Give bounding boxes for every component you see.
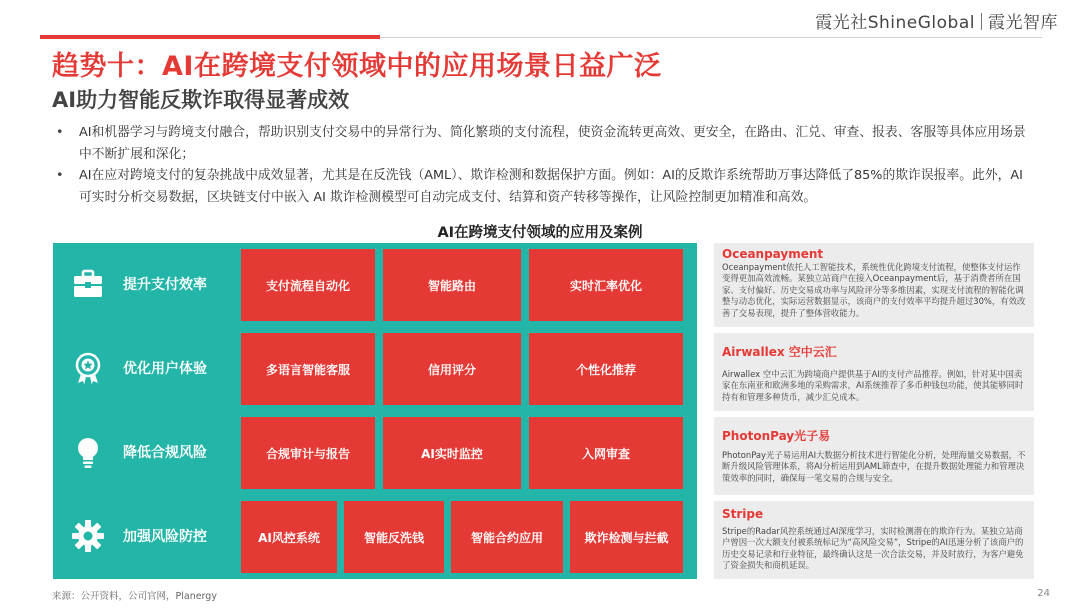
scenario-chip: 多语言智能客服 <box>241 333 375 405</box>
scenario-chip: 合规审计与报告 <box>241 417 375 489</box>
gear-icon <box>71 519 105 553</box>
brand-shineglobal: 霞光社ShineGlobal <box>815 13 975 33</box>
case-box-airwallex <box>714 333 1034 411</box>
scenario-chip: AI风控系统 <box>241 501 337 573</box>
scenario-row-compliance <box>53 411 697 495</box>
scenario-row-risk-control <box>53 495 697 579</box>
case-title: PhotonPay光子易 <box>722 429 831 443</box>
scenario-chip: 智能路由 <box>383 249 521 321</box>
scenario-label: 降低合规风险 <box>123 445 207 461</box>
page-subtitle: AI助力智能反欺诈取得显著成效 <box>52 88 350 112</box>
page-number: 24 <box>1037 588 1050 599</box>
brand-think-tank: 霞光智库 <box>988 13 1058 33</box>
title-accent-line <box>40 35 380 39</box>
case-box-photonpay <box>714 417 1034 495</box>
case-title: Oceanpayment <box>722 247 824 261</box>
case-text: Oceanpayment依托人工智能技术，系统性优化跨境支付流程，使整体支付运作变得更加高效流畅。某独立站商户在接入Oceanpayment后，基于消费者所在国家、支付偏好、历史交易成功率与风险评分等多维因素，实现支付流程的智能化调整与动态优化，实际运营数据显示，该商户的支付效率平均提升超过30%，有效改善了交易表现，提升了整体营收能力。 <box>722 262 1026 318</box>
case-box-stripe <box>714 501 1034 579</box>
lightbulb-icon <box>71 435 105 469</box>
scenario-label: 优化用户体验 <box>123 361 207 377</box>
page-title: 趋势十：AI在跨境支付领域中的应用场景日益广泛 <box>52 51 662 82</box>
scenario-chip: 信用评分 <box>383 333 521 405</box>
award-badge-icon <box>71 351 105 385</box>
scenario-chip: 欺诈检测与拦截 <box>570 501 683 573</box>
briefcase-icon <box>71 267 105 301</box>
scenario-label: 提升支付效率 <box>123 277 207 293</box>
diagram-title: AI在跨境支付领域的应用及案例 <box>437 225 643 241</box>
scenario-chip: 个性化推荐 <box>529 333 683 405</box>
brand-header <box>815 8 1058 33</box>
brand-divider <box>981 13 982 30</box>
scenario-chip: 智能反洗钱 <box>344 501 444 573</box>
case-title: Stripe <box>722 507 764 521</box>
scenario-chip: 实时汇率优化 <box>529 249 683 321</box>
case-box-oceanpayment <box>714 243 1034 327</box>
scenario-row-experience <box>53 327 697 411</box>
header-divider <box>380 37 1042 38</box>
scenario-chip: 智能合约应用 <box>451 501 563 573</box>
source-note: 来源：公开资料，公司官网，Planergy <box>52 591 217 602</box>
case-title: Airwallex 空中云汇 <box>722 345 837 359</box>
scenario-label: 加强风险防控 <box>123 529 207 545</box>
bullet-item: • AI在应对跨境支付的复杂挑战中成效显著，尤其是在反洗钱（AML）、欺诈检测和数据保护方面。例如：AI的反欺诈系统帮助万事达降低了85%的欺诈误报率。此外，AI可实时分析交易数据，区块链支付中嵌入 AI 欺诈检测模型可自动完成支付、结算和资产转移等操作，让风险控制更加精准和高效。 <box>52 165 1032 208</box>
case-text: PhotonPay光子易运用AI大数据分析技术进行智能化分析，处理海量交易数据，不断升级风险管理体系，将AI分析运用到AML筛查中，在提升数据处理能力和管理决策效率的同时，确保每一笔交易的合规与安全。 <box>722 450 1026 483</box>
scenario-row-efficiency <box>53 243 697 327</box>
scenario-chip: 入网审查 <box>529 417 683 489</box>
scenario-chip: AI实时监控 <box>383 417 521 489</box>
case-text: Stripe的Radar风控系统通过AI深度学习，实时检测潜在的欺诈行为。某独立站商户曾因一次大额支付被系统标记为“高风险交易”，Stripe的AI迅速分析了该商户的历史交易记录和行业特征，最终确认这是一次合法交易，并及时放行，为客户避免了资金损失和商机延误。 <box>722 526 1024 571</box>
scenario-chip: 支付流程自动化 <box>241 249 375 321</box>
case-text: Airwallex 空中云汇为跨境商户提供基于AI的支付产品推荐。例如，针对某中国卖家在东南亚和欧洲多地的采购需求，AI系统推荐了多币种钱包功能，使其能够同时持有和管理多种货币，减少汇兑成本。 <box>722 369 1024 402</box>
bullet-item: • AI和机器学习与跨境支付融合，帮助识别支付交易中的异常行为、简化繁琐的支付流程，使资金流转更高效、更安全，在路由、汇兑、审查、报表、客服等具体应用场景中不断扩展和深化； <box>52 122 1032 165</box>
bullet-list <box>52 122 1032 208</box>
